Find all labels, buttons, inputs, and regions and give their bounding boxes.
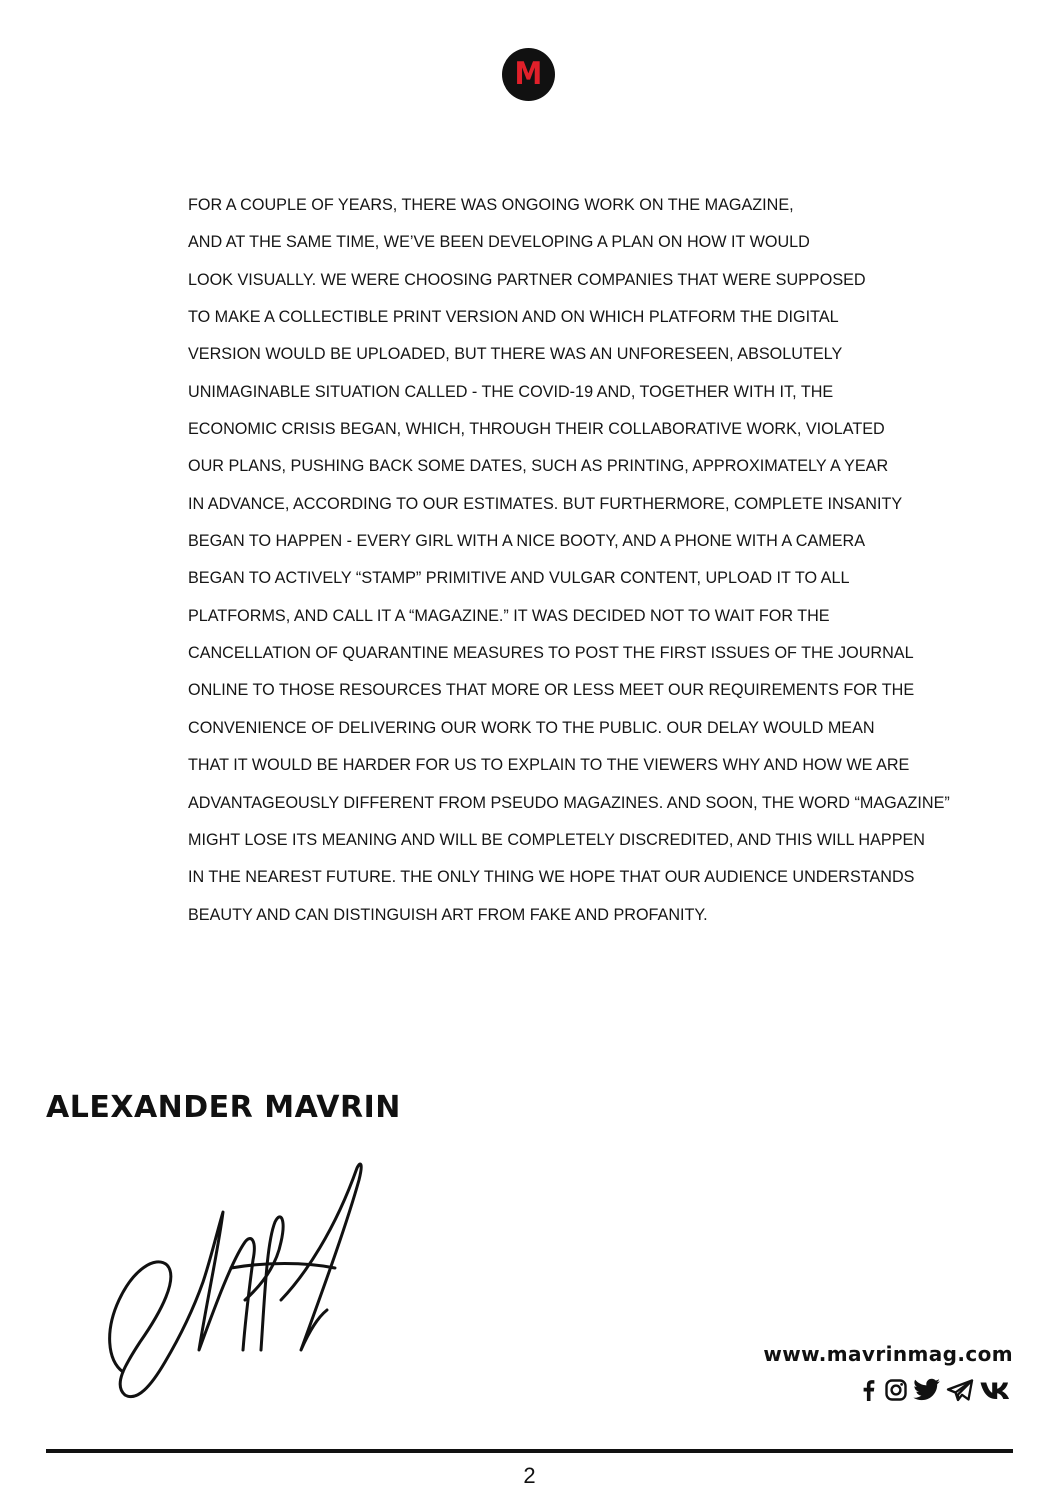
- text-line: UNIMAGINABLE SITUATION CALLED - THE COVID-19 AND, TOGETHER WITH IT, THE: [188, 382, 834, 401]
- twitter-icon[interactable]: [913, 1378, 941, 1402]
- text-line: PLATFORMS, AND CALL IT A “MAGAZINE.” IT WAS DECIDED NOT TO WAIT FOR THE: [188, 606, 830, 625]
- page-number: 2: [523, 1463, 536, 1488]
- text-line: ONLINE TO THOSE RESOURCES THAT MORE OR LESS MEET OUR REQUIREMENTS FOR THE: [188, 681, 915, 700]
- text-line: CANCELLATION OF QUARANTINE MEASURES TO POST THE FIRST ISSUES OF THE JOURNAL: [188, 644, 914, 663]
- website-link[interactable]: www.mavrinmag.com: [763, 1342, 1013, 1366]
- editorial-text: [188, 190, 988, 937]
- text-line: IN ADVANCE, ACCORDING TO OUR ESTIMATES. BUT FURTHERMORE, COMPLETE INSANITY: [188, 494, 903, 513]
- social-icons: [857, 1378, 1013, 1402]
- magazine-logo: [502, 48, 555, 101]
- text-line: BEGAN TO ACTIVELY “STAMP” PRIMITIVE AND VULGAR CONTENT, UPLOAD IT TO ALL: [188, 569, 850, 588]
- text-line: TO MAKE A COLLECTIBLE PRINT VERSION AND ON WHICH PLATFORM THE DIGITAL: [188, 308, 839, 327]
- vk-icon[interactable]: [979, 1378, 1013, 1402]
- logo-letter: M: [514, 56, 543, 92]
- instagram-icon[interactable]: [884, 1378, 908, 1402]
- footer-divider: [46, 1449, 1013, 1453]
- author-name: ALEXANDER MAVRIN: [46, 1090, 401, 1125]
- text-line: THAT IT WOULD BE HARDER FOR US TO EXPLAIN TO THE VIEWERS WHY AND HOW WE ARE: [188, 756, 910, 775]
- text-line: FOR A COUPLE OF YEARS, THERE WAS ONGOING WORK ON THE MAGAZINE,: [188, 196, 794, 214]
- text-line: ADVANTAGEOUSLY DIFFERENT FROM PSEUDO MAGAZINES. AND SOON, THE WORD “MAGAZINE”: [188, 793, 950, 812]
- text-line: ECONOMIC CRISIS BEGAN, WHICH, THROUGH THEIR COLLABORATIVE WORK, VIOLATED: [188, 420, 885, 439]
- text-line: LOOK VISUALLY. WE WERE CHOOSING PARTNER COMPANIES THAT WERE SUPPOSED: [188, 270, 866, 289]
- text-line: OUR PLANS, PUSHING BACK SOME DATES, SUCH AS PRINTING, APPROXIMATELY A YEAR: [188, 457, 889, 476]
- text-line: VERSION WOULD BE UPLOADED, BUT THERE WAS AN UNFORESEEN, ABSOLUTELY: [188, 345, 843, 364]
- facebook-icon[interactable]: [857, 1378, 879, 1402]
- telegram-icon[interactable]: [946, 1378, 974, 1402]
- text-line: BEGAN TO HAPPEN - EVERY GIRL WITH A NICE BOOTY, AND A PHONE WITH A CAMERA: [188, 532, 866, 551]
- signature-image: [95, 1150, 385, 1410]
- text-line: CONVENIENCE OF DELIVERING OUR WORK TO THE PUBLIC. OUR DELAY WOULD MEAN: [188, 718, 875, 737]
- text-line: IN THE NEAREST FUTURE. THE ONLY THING WE HOPE THAT OUR AUDIENCE UNDERSTANDS: [188, 868, 915, 887]
- text-line: BEAUTY AND CAN DISTINGUISH ART FROM FAKE AND PROFANITY.: [188, 905, 708, 924]
- text-line: MIGHT LOSE ITS MEANING AND WILL BE COMPLETELY DISCREDITED, AND THIS WILL HAPPEN: [188, 830, 925, 849]
- text-line: AND AT THE SAME TIME, WE’VE BEEN DEVELOPING A PLAN ON HOW IT WOULD: [188, 233, 810, 252]
